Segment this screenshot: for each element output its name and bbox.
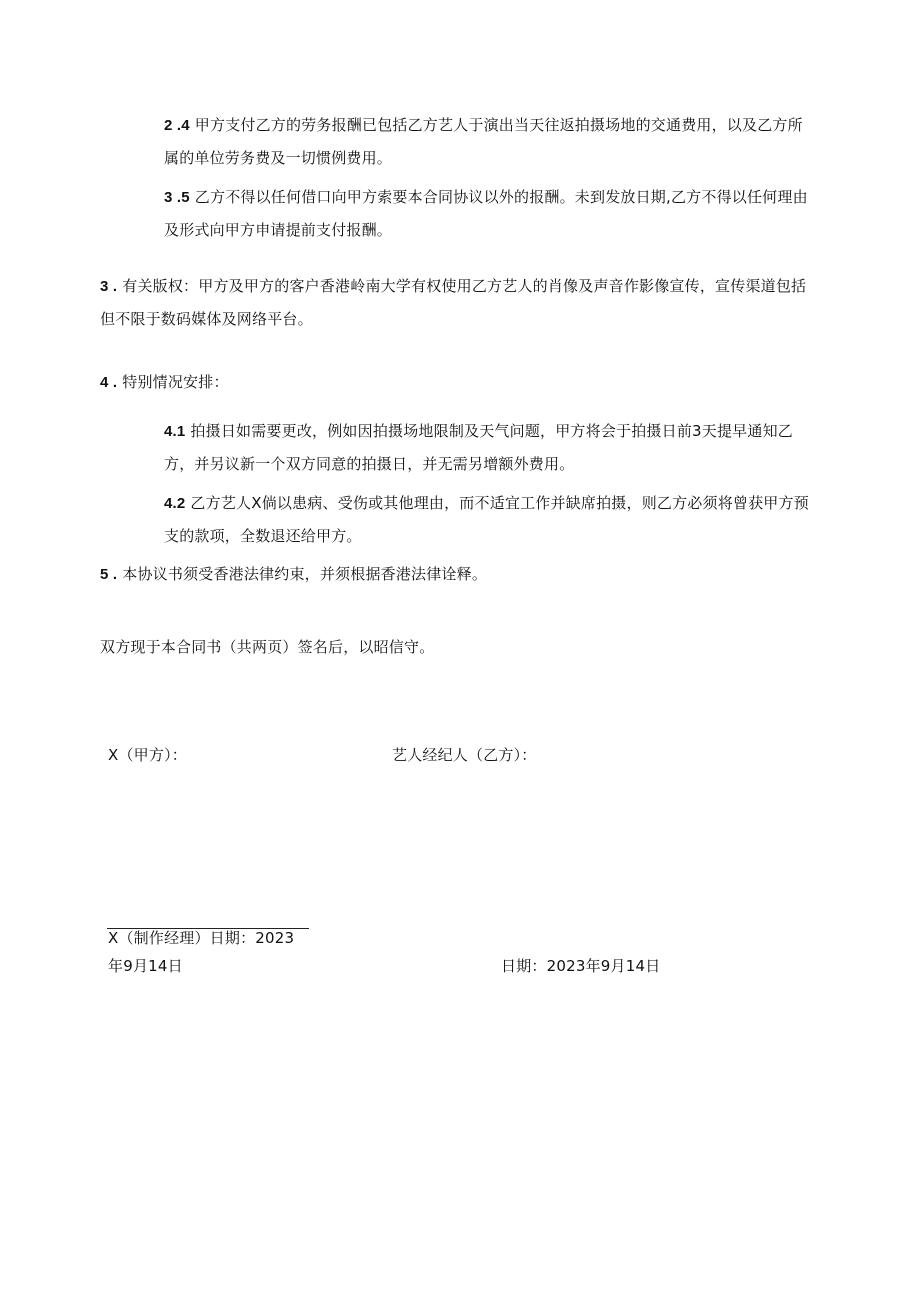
clause-4-1 — [164, 415, 816, 480]
clause-number: 4.2 — [164, 495, 186, 512]
clause-text: 甲方支付乙方的劳务报酬已包括乙方艺人于演出当天往返拍摄场地的交通费用，以及乙方所属的单位劳务费及一切惯例费用。 — [164, 116, 803, 167]
clause-2-4 — [164, 109, 816, 174]
party-a-signer: X（制作经理）日期：2023 — [108, 929, 295, 947]
clause-number: 4 . — [100, 374, 118, 391]
clause-text: 特别情况安排： — [122, 373, 229, 391]
clause-text: 有关版权：甲方及甲方的客户香港岭南大学有权使用乙方艺人的肖像及声音作影像宣传，宣传渠道包括但不限于数码媒体及网络平台。 — [100, 277, 807, 328]
party-a-label: X（甲方）： — [108, 746, 187, 764]
clause-text: 乙方不得以任何借口向甲方索要本合同协议以外的报酬。未到发放日期,乙方不得以任何理由及形式向甲方申请提前支付报酬。 — [164, 188, 808, 239]
clause-number: 4.1 — [164, 423, 186, 440]
clause-text: 乙方艺人X倘以患病、受伤或其他理由，而不适宜工作并缺席拍摄，则乙方必须将曾获甲方预支的款项，全数退还给甲方。 — [164, 494, 809, 545]
clause-number: 5 . — [100, 566, 118, 583]
party-b-label: 艺人经纪人（乙方）： — [392, 746, 537, 764]
clause-4 — [100, 366, 816, 399]
clause-5 — [100, 558, 816, 591]
clause-text: 拍摄日如需要更改，例如因拍摄场地限制及天气问题，甲方将会于拍摄日前3天提早通知乙方，并另议新一个双方同意的拍摄日，并无需另增额外费用。 — [164, 422, 793, 473]
party-b-date: 日期：2023年9月14日 — [501, 957, 661, 975]
clause-number: 3 .5 — [164, 189, 190, 206]
party-a-date: 年9月14日 — [108, 957, 183, 975]
clause-text: 本协议书须受香港法律约束，并须根据香港法律诠释。 — [122, 565, 488, 583]
closing-statement: 双方现于本合同书（共两页）签名后，以昭信守。 — [100, 638, 435, 656]
clause-number: 2 .4 — [164, 117, 190, 134]
clause-4-2 — [164, 487, 816, 552]
clause-3 — [100, 270, 816, 335]
clause-number: 3 . — [100, 278, 118, 295]
clause-2-5 — [164, 181, 816, 246]
